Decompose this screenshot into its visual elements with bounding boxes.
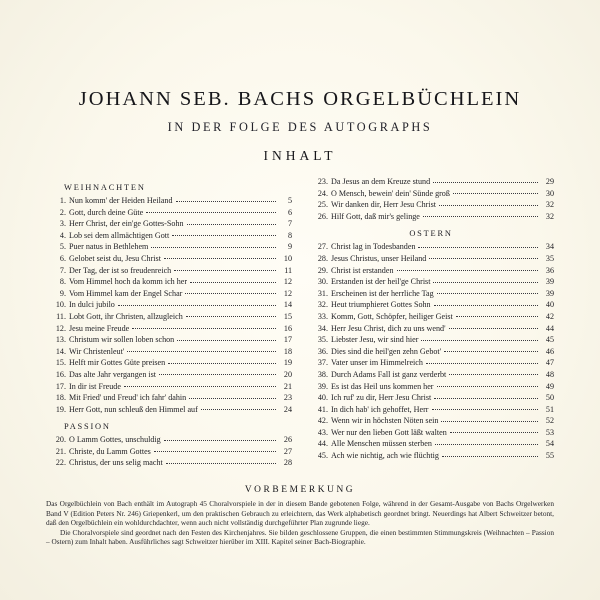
entry-page: 51 bbox=[545, 404, 554, 414]
entry-number: 42. bbox=[317, 416, 328, 426]
list-item[interactable] bbox=[46, 457, 292, 469]
entry-title: Ach wie nichtig, ach wie flüchtig bbox=[331, 451, 439, 461]
leader-dots bbox=[187, 217, 276, 225]
entry-title: Gott, durch deine Güte bbox=[69, 207, 144, 217]
entry-title: Christe, du Lamm Gottes bbox=[69, 446, 151, 456]
entry-number: 28. bbox=[317, 253, 328, 263]
entry-number: 18. bbox=[55, 393, 66, 403]
entry-page: 36 bbox=[545, 265, 554, 275]
entry-page: 19 bbox=[283, 358, 292, 368]
entry-page: 35 bbox=[545, 253, 554, 263]
leader-dots bbox=[429, 251, 538, 259]
section-heading-ostern: OSTERN bbox=[409, 229, 453, 239]
leader-dots bbox=[127, 344, 276, 352]
leader-dots bbox=[190, 275, 276, 283]
contents-heading: INHALT bbox=[263, 148, 337, 163]
entry-page: 55 bbox=[545, 451, 554, 461]
entry-number: 22. bbox=[55, 458, 66, 468]
entry-number: 38. bbox=[317, 369, 328, 379]
entry-page: 49 bbox=[545, 381, 554, 391]
entry-title: Es ist das Heil uns kommen her bbox=[331, 381, 434, 391]
entry-page: 32 bbox=[545, 200, 554, 210]
entry-number: 17. bbox=[55, 381, 66, 391]
contents-columns bbox=[46, 176, 554, 469]
entry-page: 28 bbox=[283, 458, 292, 468]
contents-left-column bbox=[46, 176, 292, 469]
entry-number: 36. bbox=[317, 346, 328, 356]
entry-page: 26 bbox=[283, 435, 292, 445]
entry-page: 6 bbox=[287, 207, 292, 217]
entry-title: Wenn wir in höchsten Nöten sein bbox=[331, 416, 439, 426]
entry-number: 7. bbox=[59, 265, 66, 275]
entry-page: 29 bbox=[545, 177, 554, 186]
entry-title: Hilf Gott, daß mir's gelinge bbox=[331, 211, 420, 221]
leader-dots bbox=[176, 194, 276, 202]
entry-title: Lobt Gott, ihr Christen, allzugleich bbox=[69, 311, 183, 321]
entry-page: 7 bbox=[287, 219, 292, 229]
entry-page: 5 bbox=[287, 196, 292, 205]
entry-title: Lob sei dem allmächtigen Gott bbox=[69, 230, 170, 240]
entry-title: Erstanden ist der heil'ge Christ bbox=[331, 277, 431, 287]
entry-page: 20 bbox=[283, 369, 292, 379]
entry-page: 40 bbox=[545, 300, 554, 310]
entry-title: Puer natus in Bethlehem bbox=[69, 242, 149, 252]
entry-title: Helft mir Gottes Güte preisen bbox=[69, 358, 166, 368]
entry-number: 41. bbox=[317, 404, 328, 414]
entry-page: 30 bbox=[545, 188, 554, 198]
entry-number: 37. bbox=[317, 358, 328, 368]
section-heading-weihnachten: WEIHNACHTEN bbox=[64, 183, 146, 192]
entry-number: 29. bbox=[317, 265, 328, 275]
entry-number: 39. bbox=[317, 381, 328, 391]
entry-number: 24. bbox=[317, 188, 328, 198]
entry-title: Jesu meine Freude bbox=[69, 323, 130, 333]
preface-body bbox=[46, 499, 554, 547]
leader-dots bbox=[418, 240, 538, 248]
entry-title: Komm, Gott, Schöpfer, heiliger Geist bbox=[331, 311, 453, 321]
entry-title: Liebster Jesu, wir sind hier bbox=[331, 335, 419, 345]
entry-page: 12 bbox=[283, 288, 292, 298]
entry-title: Erscheinen ist der herrliche Tag bbox=[331, 288, 434, 298]
leader-dots bbox=[201, 402, 276, 410]
leader-dots bbox=[434, 298, 538, 306]
entry-title: Ich ruf' zu dir, Herr Jesu Christ bbox=[331, 393, 432, 403]
list-item[interactable] bbox=[308, 211, 554, 223]
entry-title: O Lamm Gottes, unschuldig bbox=[69, 435, 161, 445]
entry-page: 17 bbox=[283, 335, 292, 345]
entry-title: Alle Menschen müssen sterben bbox=[331, 439, 432, 449]
leader-dots bbox=[442, 449, 538, 457]
entry-page: 32 bbox=[545, 211, 554, 221]
entry-number: 26. bbox=[317, 211, 328, 221]
entry-page: 52 bbox=[545, 416, 554, 426]
section-heading-passion: PASSION bbox=[64, 422, 111, 432]
page-subtitle: IN DER FOLGE DES AUTOGRAPHS bbox=[167, 120, 433, 134]
entry-number: 33. bbox=[317, 311, 328, 321]
entry-page: 10 bbox=[283, 253, 292, 263]
entry-title: Dies sind die heil'gen zehn Gebot' bbox=[331, 346, 442, 356]
entry-title: Mit Fried' und Freud' ich fahr' dahin bbox=[69, 393, 187, 403]
entry-number: 40. bbox=[317, 393, 328, 403]
entry-number: 20. bbox=[55, 435, 66, 445]
leader-dots bbox=[168, 356, 276, 364]
entry-number: 3. bbox=[59, 219, 66, 229]
entry-number: 30. bbox=[317, 277, 328, 287]
leader-dots bbox=[118, 298, 276, 306]
entry-number: 9. bbox=[59, 288, 66, 298]
entry-title: In dir ist Freude bbox=[69, 381, 121, 391]
preface-paragraph-2: Die Choralvorspiele sind geordnet nach den Festen des Kirchenjahres. Sie bilden geschlossene Gruppen, die einen bestimmten Stimmungskreis (Weihnachten – Passion – Ostern) zum Inhalt haben. Ausführliches sagt Schweitzer hierüber im XIII. Kapitel seiner Bach-Biographie. bbox=[46, 527, 554, 547]
preface-heading: VORBEMERKUNG bbox=[244, 485, 356, 496]
page-content bbox=[46, 88, 554, 547]
leader-dots bbox=[437, 379, 538, 387]
entry-title: Vater unser im Himmelreich bbox=[331, 358, 423, 368]
entry-page: 11 bbox=[284, 265, 292, 275]
entry-title: Herr Christ, der ein'ge Gottes-Sohn bbox=[69, 219, 184, 229]
leader-dots bbox=[434, 391, 538, 399]
entry-number: 25. bbox=[317, 200, 328, 210]
entry-number: 15. bbox=[55, 358, 66, 368]
leader-dots bbox=[186, 309, 276, 317]
page-title: JOHANN SEB. BACHS ORGELBÜCHLEIN bbox=[78, 88, 522, 110]
entry-page: 9 bbox=[287, 242, 292, 252]
entry-page: 21 bbox=[283, 381, 292, 391]
entry-title: Christ ist erstanden bbox=[331, 265, 394, 275]
leader-dots bbox=[159, 367, 276, 375]
entry-number: 10. bbox=[55, 300, 66, 310]
entry-title: In dulci jubilo bbox=[69, 300, 115, 310]
entry-number: 1. bbox=[59, 196, 66, 205]
entry-number: 14. bbox=[55, 346, 66, 356]
entry-page: 8 bbox=[287, 230, 292, 240]
leader-dots bbox=[432, 402, 539, 410]
list-item[interactable] bbox=[46, 404, 292, 416]
entry-number: 5. bbox=[59, 242, 66, 252]
leader-dots bbox=[172, 228, 276, 236]
leader-dots bbox=[439, 198, 538, 206]
entry-number: 35. bbox=[317, 335, 328, 345]
leader-dots bbox=[433, 275, 538, 283]
entry-number: 45. bbox=[317, 451, 328, 461]
entry-title: Wer nur den lieben Gott läßt walten bbox=[331, 427, 447, 437]
entry-number: 2. bbox=[59, 207, 66, 217]
list-item[interactable] bbox=[308, 450, 554, 462]
entry-number: 44. bbox=[317, 439, 328, 449]
entry-title: Der Tag, der ist so freudenreich bbox=[69, 265, 172, 275]
leader-dots bbox=[423, 209, 538, 217]
leader-dots bbox=[174, 263, 276, 271]
entry-title: Heut triumphieret Gottes Sohn bbox=[331, 300, 431, 310]
leader-dots bbox=[146, 205, 276, 213]
leader-dots bbox=[449, 367, 538, 375]
leader-dots bbox=[397, 263, 539, 271]
entry-page: 24 bbox=[283, 404, 292, 414]
entry-title: Christum wir sollen loben schon bbox=[69, 335, 175, 345]
leader-dots bbox=[433, 175, 538, 183]
entry-number: 8. bbox=[59, 277, 66, 287]
entry-title: Jesus Christus, unser Heiland bbox=[331, 253, 427, 263]
entry-number: 32. bbox=[317, 300, 328, 310]
leader-dots bbox=[441, 414, 538, 422]
leader-dots bbox=[444, 344, 538, 352]
leader-dots bbox=[164, 251, 276, 259]
entry-number: 27. bbox=[317, 242, 328, 252]
entry-number: 31. bbox=[317, 288, 328, 298]
entry-title: Da Jesus an dem Kreuze stund bbox=[331, 177, 431, 186]
leader-dots bbox=[437, 286, 538, 294]
entry-page: 23 bbox=[283, 393, 292, 403]
entry-title: Wir Christenleut' bbox=[69, 346, 125, 356]
entry-page: 42 bbox=[545, 311, 554, 321]
entry-title: Christus, der uns selig macht bbox=[69, 458, 163, 468]
entry-page: 47 bbox=[545, 358, 554, 368]
entry-page: 53 bbox=[545, 427, 554, 437]
entry-number: 4. bbox=[59, 230, 66, 240]
leader-dots bbox=[426, 356, 538, 364]
leader-dots bbox=[421, 333, 538, 341]
entry-page: 39 bbox=[545, 288, 554, 298]
preface-paragraph-1: Das Orgelbüchlein von Bach enthält im Autograph 45 Choralvorspiele in der in diesem Bande gebotenen Folge, während in der Gesamt-Ausgabe von Bachs Orgelwerken Band V (Edition Peters Nr. 246) Griepenkerl, um den praktischen Gebrauch zu erleichtern, das Werk alphabetisch geordnet bringt. Neuerdings hat Albert Schweitzer betont, daß den Orgelbüchlein ein wohldurchdachter, wenn auch nicht vollständig durchgeführter Plan zugrunde liege. bbox=[46, 499, 554, 528]
entry-number: 19. bbox=[55, 404, 66, 414]
entry-title: Christ lag in Todesbanden bbox=[331, 242, 416, 252]
leader-dots bbox=[456, 309, 538, 317]
entry-page: 34 bbox=[545, 242, 554, 252]
entry-page: 12 bbox=[283, 277, 292, 287]
leader-dots bbox=[164, 433, 276, 441]
entry-page: 27 bbox=[283, 446, 292, 456]
contents-right-column bbox=[308, 176, 554, 469]
entry-title: Vom Himmel kam der Engel Schar bbox=[69, 288, 183, 298]
leader-dots bbox=[132, 321, 276, 329]
entry-number: 12. bbox=[55, 323, 66, 333]
entry-page: 39 bbox=[545, 277, 554, 287]
entry-title: Herr Jesu Christ, dich zu uns wend' bbox=[331, 323, 446, 333]
leader-dots bbox=[449, 321, 538, 329]
entry-number: 23. bbox=[317, 177, 328, 186]
entry-title: Gelobet seist du, Jesu Christ bbox=[69, 253, 161, 263]
leader-dots bbox=[154, 444, 276, 452]
entry-number: 43. bbox=[317, 427, 328, 437]
leader-dots bbox=[151, 240, 276, 248]
leader-dots bbox=[177, 333, 276, 341]
entry-title: O Mensch, bewein' dein' Sünde groß bbox=[331, 188, 450, 198]
entry-number: 16. bbox=[55, 369, 66, 379]
leader-dots bbox=[166, 456, 276, 464]
entry-title: Vom Himmel hoch da komm ich her bbox=[69, 277, 188, 287]
entry-page: 16 bbox=[283, 323, 292, 333]
entry-page: 46 bbox=[545, 346, 554, 356]
entry-page: 18 bbox=[283, 346, 292, 356]
entry-number: 11. bbox=[56, 311, 66, 321]
entry-page: 15 bbox=[283, 311, 292, 321]
entry-title: Nun komm' der Heiden Heiland bbox=[69, 196, 173, 205]
entry-page: 48 bbox=[545, 369, 554, 379]
entry-title: Herr Gott, nun schleuß den Himmel auf bbox=[69, 404, 198, 414]
entry-page: 44 bbox=[545, 323, 554, 333]
entry-number: 13. bbox=[55, 335, 66, 345]
leader-dots bbox=[189, 391, 276, 399]
leader-dots bbox=[185, 286, 276, 294]
entry-page: 14 bbox=[283, 300, 292, 310]
entry-title: In dich hab' ich gehoffet, Herr bbox=[331, 404, 429, 414]
leader-dots bbox=[453, 186, 538, 194]
entry-number: 34. bbox=[317, 323, 328, 333]
entry-title: Das alte Jahr vergangen ist bbox=[69, 369, 157, 379]
entry-title: Wir danken dir, Herr Jesu Christ bbox=[331, 200, 436, 210]
entry-title: Durch Adams Fall ist ganz verderbt bbox=[331, 369, 447, 379]
leader-dots bbox=[450, 425, 538, 433]
entry-number: 6. bbox=[59, 253, 66, 263]
entry-number: 21. bbox=[55, 446, 66, 456]
entry-page: 50 bbox=[545, 393, 554, 403]
leader-dots bbox=[435, 437, 538, 445]
leader-dots bbox=[124, 379, 276, 387]
entry-page: 45 bbox=[545, 335, 554, 345]
entry-page: 54 bbox=[545, 439, 554, 449]
